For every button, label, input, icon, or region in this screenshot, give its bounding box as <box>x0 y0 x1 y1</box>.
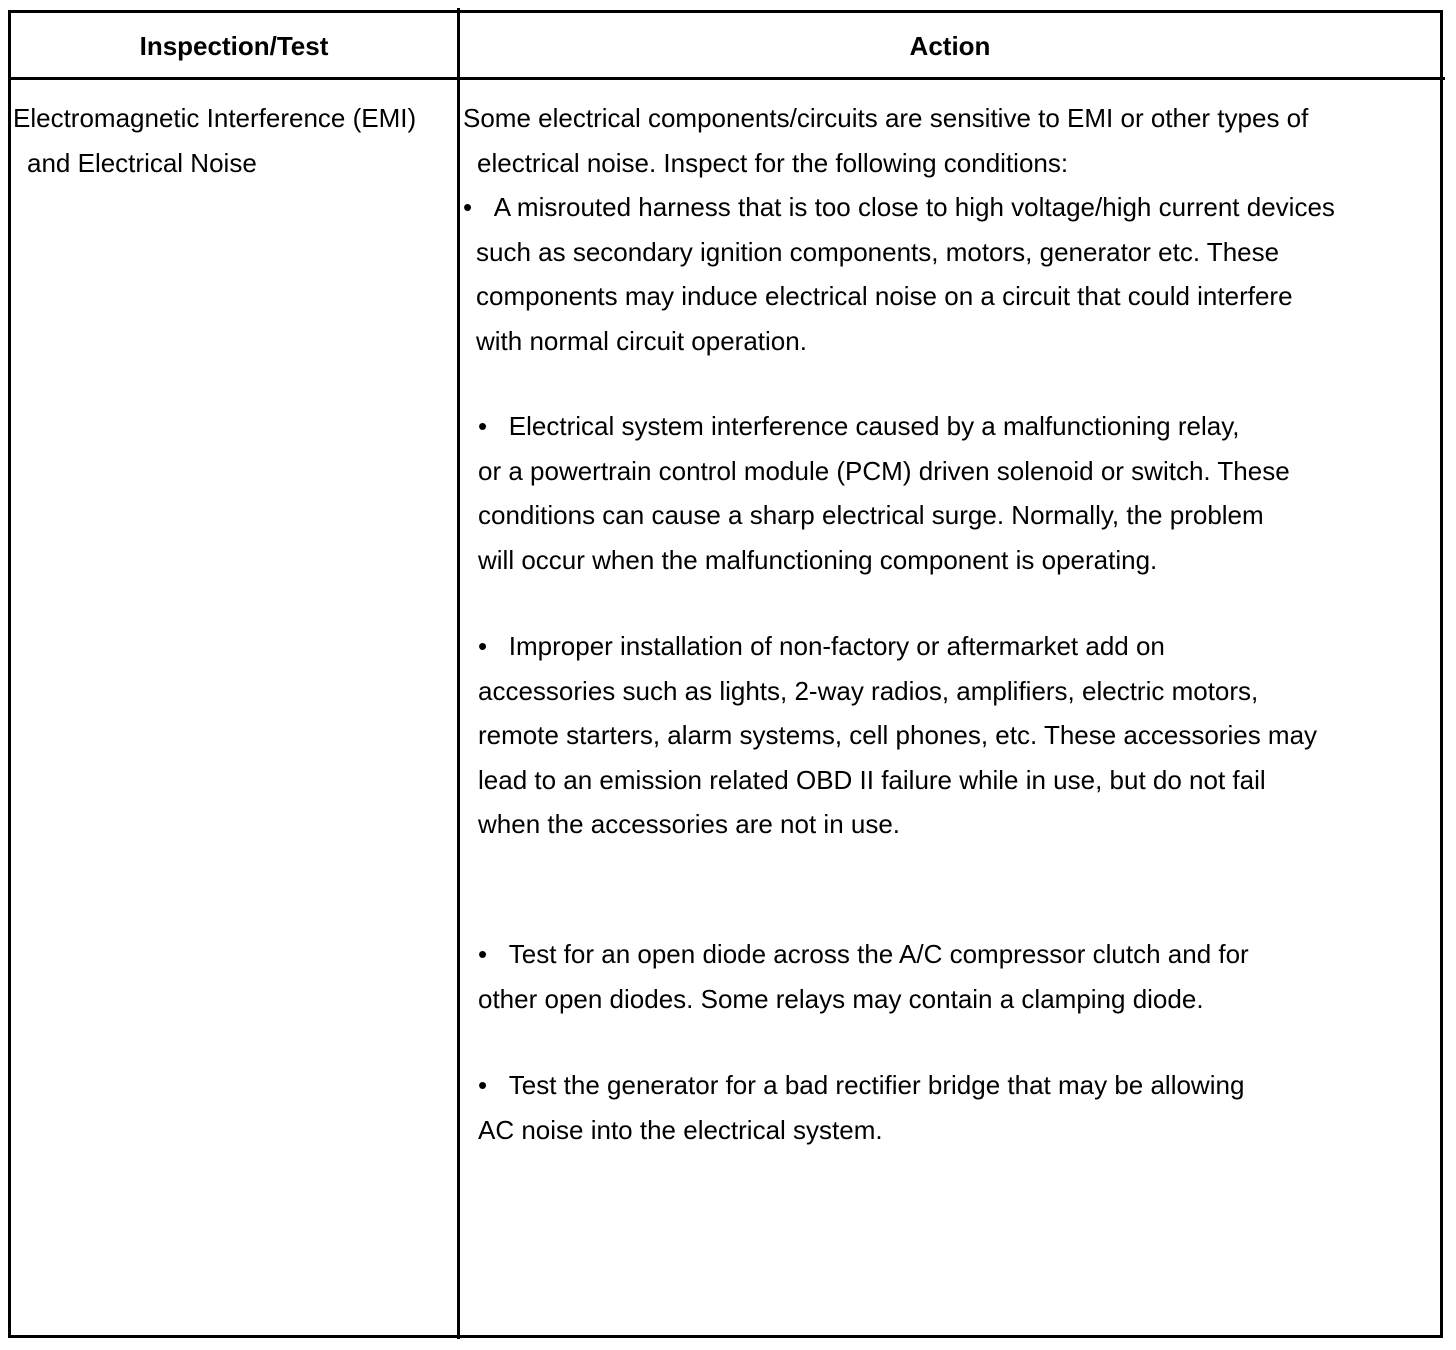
bullet-line: conditions can cause a sharp electrical surge. Normally, the problem <box>478 500 1264 530</box>
bullet-line: components may induce electrical noise on a circuit that could interfere <box>476 281 1293 311</box>
bullet-line: • Improper installation of non-factory or aftermarket add on <box>478 631 1165 661</box>
bullet-line: accessories such as lights, 2-way radios, amplifiers, electric motors, <box>478 675 1259 706</box>
bullet-improper-installation <box>478 624 1317 847</box>
bullet-line: other open diodes. Some relays may contain a clamping diode. <box>478 983 1204 1014</box>
bullet-misrouted-harness <box>463 185 1335 363</box>
bullet-line: such as secondary ignition components, motors, generator etc. These <box>476 236 1280 267</box>
bullet-line: • A misrouted harness that is too close to high voltage/high current devices <box>463 192 1335 222</box>
action-intro <box>463 96 1308 185</box>
action-line: Some electrical components/circuits are sensitive to EMI or other types of <box>463 103 1309 133</box>
bullet-line: lead to an emission related OBD II failure while in use, but do not fail <box>478 764 1266 795</box>
inspection-line: and Electrical Noise <box>27 147 257 178</box>
bullet-line: • Electrical system interference caused by a malfunctioning relay, <box>478 411 1240 441</box>
inspection-line: Electromagnetic Interference (EMI) <box>13 103 417 133</box>
bullet-line: with normal circuit operation. <box>476 325 807 356</box>
column-divider <box>457 8 460 1339</box>
bullet-system-interference <box>478 404 1290 582</box>
header-action: Action <box>909 31 991 61</box>
action-line: electrical noise. Inspect for the following conditions: <box>477 147 1069 178</box>
bullet-line: when the accessories are not in use. <box>478 809 901 839</box>
bullet-open-diode <box>478 932 1249 1021</box>
bullet-generator-rectifier <box>478 1063 1244 1152</box>
bullet-line: will occur when the malfunctioning component is operating. <box>478 544 1158 575</box>
header-inspection-test: Inspection/Test <box>139 31 329 61</box>
header-divider <box>8 77 1445 80</box>
bullet-line: or a powertrain control module (PCM) driven solenoid or switch. These <box>478 455 1290 486</box>
bullet-line: • Test the generator for a bad rectifier bridge that may be allowing <box>478 1070 1245 1100</box>
bullet-line: AC noise into the electrical system. <box>478 1114 883 1145</box>
bullet-line: remote starters, alarm systems, cell phones, etc. These accessories may <box>478 720 1318 750</box>
inspection-cell <box>13 96 416 185</box>
bullet-line: • Test for an open diode across the A/C compressor clutch and for <box>478 939 1249 969</box>
